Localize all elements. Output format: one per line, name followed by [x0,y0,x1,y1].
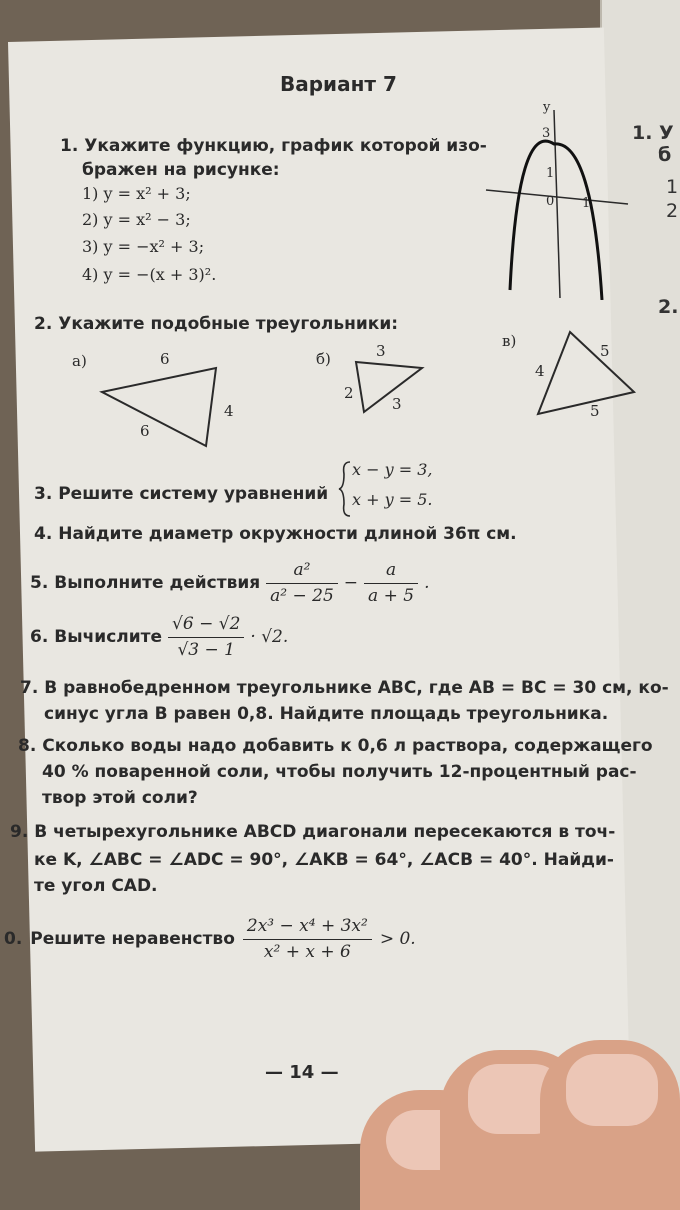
tri-a-label: а) [72,352,87,370]
q9-line2: ке K, ∠ABC = ∠ADC = 90°, ∠AKB = 64°, ∠ACB = 40°. Найди- [34,850,614,870]
q5-period: . [424,573,430,593]
page-number: — 14 — [265,1062,339,1083]
q3-equation-2: x + y = 5. [352,490,433,509]
tri-c-label: в) [502,332,517,350]
next-page-q1b: б [658,144,672,166]
q9-text [10,820,615,845]
q1-option-3: 3) y = −x² + 3; [82,237,205,256]
q10-denominator: x² + x + 6 [263,942,351,962]
q1-line2: бражен на рисунке: [82,160,280,180]
q1-number: 1. [60,136,79,156]
q5-text [30,558,429,609]
q8-line2: 40 % поваренной соли, чтобы получить 12-процентный рас- [42,762,637,782]
q1-parabola-graph [480,100,630,300]
q10-numerator: 2x³ − x⁴ + 3x² [243,914,372,940]
q2-text [34,312,398,337]
q5-f1-numerator: a² [266,558,338,584]
q6-fraction [168,612,244,663]
system-brace [338,460,352,518]
q6-text [30,612,288,663]
q5-line: Выполните действия [54,573,261,593]
q10-number: 0. [4,929,23,949]
q3-number: 3. [34,484,53,504]
q6-number: 6. [30,627,49,647]
tri-b-label: б) [316,350,331,368]
q1-line1: Укажите функцию, график которой изо- [84,136,487,156]
q1-option-2: 2) y = x² − 3; [82,210,191,229]
q4-number: 4. [34,524,53,544]
q7-line2: синус угла B равен 0,8. Найдите площадь треугольника. [44,704,609,724]
tri-b-side-left: 2 [344,384,354,402]
q8-text [18,734,653,759]
q5-f2-denominator: a + 5 [368,586,415,606]
q6-denominator: √3 − 1 [177,640,235,660]
tri-a-side-bottom: 6 [140,422,150,440]
tri-a-side-top: 6 [160,350,170,368]
q10-text [4,914,416,965]
q5-number: 5. [30,573,49,593]
q6-line: Вычислите [54,627,163,647]
tri-a-side-right: 4 [224,402,234,420]
tri-b-side-top: 3 [376,342,386,360]
q10-fraction [243,914,372,965]
graph-tick-1-x: 1 [582,196,591,211]
q5-f2-numerator: a [364,558,418,584]
graph-origin: 0 [546,194,555,209]
q1-option-1: 1) y = x² + 3; [82,184,191,203]
q9-line3: те угол CAD. [34,876,158,896]
q7-line1: В равнобедренном треугольнике ABC, где AB = BC = 30 см, ко- [44,678,669,698]
q7-text [20,676,669,701]
q7-number: 7. [20,678,39,698]
q5-fraction-1 [266,558,338,609]
next-page-n1: 1 [666,176,679,198]
q5-f1-denominator: a² − 25 [270,586,334,606]
tri-c-side-right: 5 [600,342,610,360]
tri-c-side-bottom: 5 [590,402,600,420]
tri-c-side-left: 4 [535,362,545,380]
q1-option-4: 4) y = −(x + 3)². [82,265,217,284]
variant-title: Вариант 7 [280,72,397,96]
q3-text [34,482,328,507]
q9-line1: В четырехугольнике ABCD диагонали пересекаются в точ- [34,822,616,842]
q4-text [34,522,517,547]
q6-numerator: √6 − √2 [168,612,244,638]
tri-b-side-right: 3 [392,395,402,413]
graph-tick-1-y: 1 [546,166,555,181]
q6-tail: · √2. [250,627,289,647]
q5-fraction-2 [364,558,418,609]
q10-line: Решите неравенство [30,929,235,949]
q2-number: 2. [34,314,53,334]
graph-y-label: y [543,100,551,115]
q8-line3: твор этой соли? [42,788,198,808]
q3-line: Решите систему уравнений [58,484,329,504]
q4-line: Найдите диаметр окружности длиной 36π см. [58,524,517,544]
next-page-q2: 2. [658,296,679,318]
next-page-n2: 2 [666,200,679,222]
q5-minus: − [343,573,359,593]
q2-line: Укажите подобные треугольники: [58,314,399,334]
q3-equation-1: x − y = 3, [352,460,433,479]
q10-tail: > 0. [379,929,416,949]
q8-number: 8. [18,736,37,756]
q1-text [60,134,487,159]
next-page-q1: 1. У [632,122,674,144]
triangle-a [96,360,226,460]
y-axis [554,110,560,298]
triangle-c [532,326,642,418]
graph-tick-3: 3 [542,126,551,141]
q8-line1: Сколько воды надо добавить к 0,6 л раствора, содержащего [42,736,653,756]
fingernail-right [566,1054,658,1126]
q9-number: 9. [10,822,29,842]
